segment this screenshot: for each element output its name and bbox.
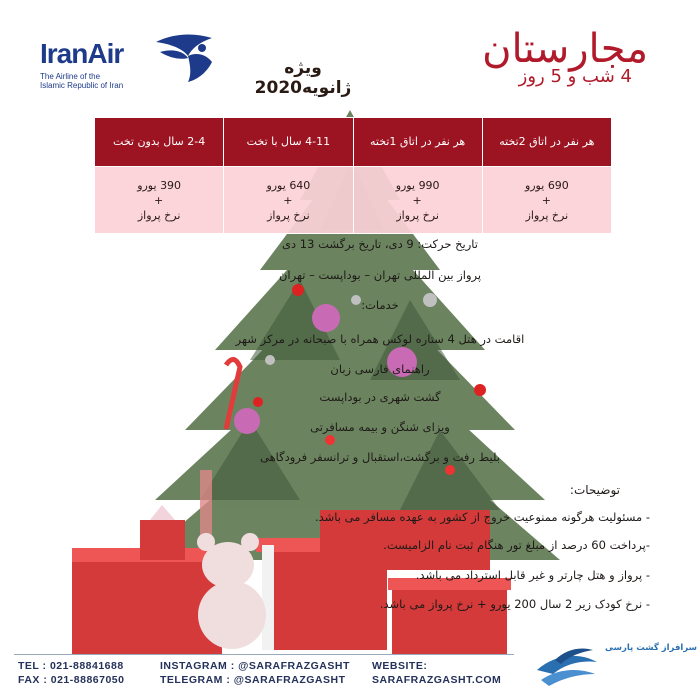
- notes-title: توضیحات:: [569, 483, 620, 497]
- website-label: WEBSITE:: [372, 660, 428, 672]
- price-child-no-bed: 390 یورو + نرخ پرواز: [95, 167, 224, 234]
- fax-number: FAX : 021-88867050: [18, 674, 125, 686]
- col-double-room: هر نفر در اتاق 2تخته: [482, 118, 611, 167]
- service-hotel: اقامت در هتل 4 ستاره لوکس همراه با صبحانه در مرکز شهر: [235, 332, 525, 346]
- col-child-no-bed: 2-4 سال بدون تخت: [95, 118, 224, 167]
- logo-tagline: The Airline of the Islamic Republic of Iran: [40, 72, 124, 90]
- footer-divider: [14, 654, 514, 655]
- tour-duration: 4 شب و 5 روز: [518, 66, 632, 87]
- homa-bird-icon: [152, 28, 224, 88]
- note-payment: -پرداخت 60 درصد از مبلغ تور هنگام ثبت نام الزامیست.: [383, 538, 650, 552]
- telegram-handle: TELEGRAM : @SARAFRAZGASHT: [160, 674, 346, 686]
- note-exit-ban: - مسئولیت هرگونه ممنوعیت خروج از کشور به عهده مسافر می باشد.: [314, 510, 650, 524]
- service-city-tour: گشت شهری در بوداپست: [319, 390, 441, 404]
- price-single-room: 990 یورو + نرخ پرواز: [353, 167, 482, 234]
- service-guide: راهنمای فارسی زبان: [330, 362, 430, 376]
- col-child-with-bed: 4-11 سال با تخت: [224, 118, 353, 167]
- service-tickets-transfer: بلیط رفت و برگشت،استقبال و ترانسفر فرودگاهی: [259, 450, 501, 464]
- table-row: [95, 167, 612, 234]
- services-title: خدمات:: [361, 298, 399, 312]
- note-infant-price: - نرخ کودک زیر 2 سال 200 یورو + نرخ پرواز می باشد.: [379, 597, 650, 611]
- logo-wordmark: IranAir: [40, 38, 124, 69]
- iranair-logo: [40, 28, 220, 88]
- instagram-handle: INSTAGRAM : @SARAFRAZGASHT: [160, 660, 350, 672]
- service-visa-insurance: ویزای شنگن و بیمه مسافرتی: [310, 420, 450, 434]
- price-table: [94, 117, 612, 234]
- phone-number: TEL : 021-88841688: [18, 660, 124, 672]
- special-offer-label: ویژه ژانویه2020: [254, 58, 352, 98]
- note-charter: - پرواز و هتل چارتر و غیر قابل استرداد می باشد.: [415, 568, 650, 582]
- destination-title: مجارستان: [482, 26, 648, 72]
- flight-route: پرواز بین المللی تهران – بوداپست – تهران: [278, 268, 482, 282]
- price-double-room: 690 یورو + نرخ پرواز: [482, 167, 611, 234]
- price-child-with-bed: 640 یورو + نرخ پرواز: [224, 167, 353, 234]
- agency-name: سرافراز گشت پارسی: [605, 643, 697, 653]
- col-single-room: هر نفر در اتاق 1تخته: [353, 118, 482, 167]
- price-table-header: [95, 118, 612, 167]
- website-url[interactable]: SARAFRAZGASHT.COM: [372, 674, 502, 686]
- travel-dates: تاریخ حرکت: 9 دی، تاریخ برگشت 13 دی: [282, 237, 478, 251]
